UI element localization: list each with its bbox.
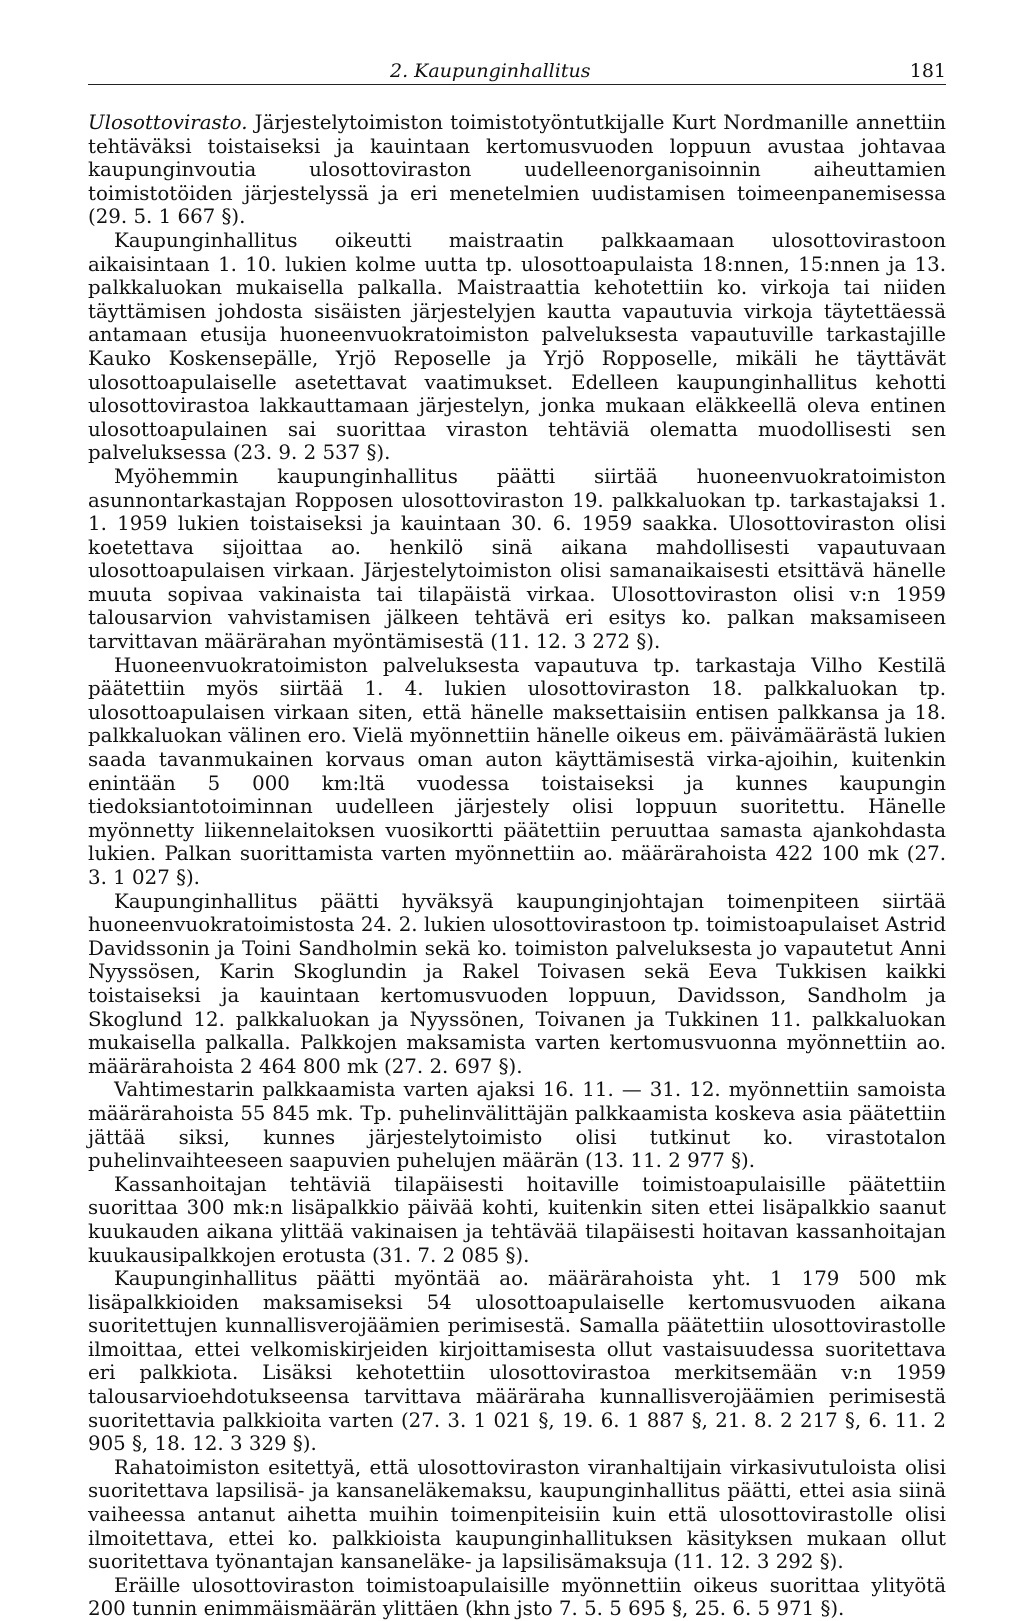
running-header: [88, 58, 946, 85]
paragraph: Kassanhoitajan tehtäviä tilapäisesti hoitaville toimistoapulaisille päätettiin suorittaa 300 mk:n lisäpalkkio päivää kohti, kuitenkin siten ettei lisäpalkkio saanut kuukauden aikana ylittää vakinaisen ja tehtävää tilapäisesti hoitavan kassanhoitajan kuukausipalkkojen erotusta (31. 7. 2 085 §).: [88, 1172, 946, 1267]
paragraph: Myöhemmin kaupunginhallitus päätti siirtää huoneenvuokratoimiston asunnontarkastajan Ropposen ulosottoviraston 19. palkkaluokan tp. tarkastajaksi 1. 1. 1959 lukien toistaiseksi ja kauintaan 30. 6. 1959 saakka. Ulosottoviraston olisi koetettava sijoittaa ao. henkilö sinä aikana mahdollisesti vapautuvaan ulosottoapulaisen virkaan. Järjestelytoimiston olisi samanaikaisesti etsittävä hänelle muuta sopivaa vakinaista tai tilapäistä virkaa. Ulosottoviraston olisi v:n 1959 talousarvion vahvistamisen jälkeen tehtävä eri esitys ko. palkan maksamiseen tarvittavan määrärahan myöntämisestä (11. 12. 3 272 §).: [88, 464, 946, 654]
paragraph: Rahatoimiston esitettyä, että ulosottoviraston viranhaltijain virkasivutuloista olisi suoritettava lapsilisä- ja kansaneläkemaksu, kaupunginhallitus päätti, ettei asia siinä vaiheessa antanut aihetta muihin toimenpiteisiin kuin että ulosottovirastolle olisi ilmoitettava, ettei ko. palkkioista kaupunginhallituksen käsityksen mukaan ollut suoritettava työnantajan kansaneläke- ja lapsilisämaksuja (11. 12. 3 292 §).: [88, 1455, 946, 1574]
page-number: 181: [909, 60, 946, 82]
paragraph: Kaupunginhallitus oikeutti maistraatin palkkaamaan ulosottovirastoon aikaisintaan 1. 10. lukien kolme uutta tp. ulosottoapulaista 18:nnen, 15:nnen ja 13. palkkaluokan mukaisella palkalla. Maistraattia kehotettiin ko. virkoja tai niiden täyttämisen johdosta sisäisten järjestelyjen kautta vapautuvia virkoja täytettäessä antamaan etusija huoneenvuokratoimiston palveluksesta vapautuville tarkastajille Kauko Koskensepälle, Yrjö Reposelle ja Yrjö Ropposelle, mikäli he täyttävät ulosottoapulaiselle asetettavat vaatimukset. Edelleen kaupunginhallitus kehotti ulosottovirastoa lakkauttamaan järjestelyn, jonka mukaan eläkkeellä oleva entinen ulosottoapulainen sai suorittaa viraston tehtäviä olematta muodollisesti sen palveluksessa (23. 9. 2 537 §).: [88, 228, 946, 465]
paragraph: Kaupunginhallitus päätti hyväksyä kaupunginjohtajan toimenpiteen siirtää huoneenvuokratoimistosta 24. 2. lukien ulosottovirastoon tp. toimistoapulaiset Astrid Davidssonin ja Toini Sandholmin sekä ko. toimiston palveluksesta jo vapautetut Anni Nyyssösen, Karin Skoglundin ja Rakel Toivasen sekä Eeva Tukkisen kaikki toistaiseksi ja kauintaan kertomusvuoden loppuun, Davidsson, Sandholm ja Skoglund 12. palkkaluokan ja Nyyssönen, Toivanen ja Tukkinen 11. palkkaluokan mukaisella palkalla. Palkkojen maksamista varten kertomusvuonna myönnettiin ao. määrärahoista 2 464 800 mk (27. 2. 697 §).: [88, 889, 946, 1078]
paragraph: Huoneenvuokratoimiston palveluksesta vapautuva tp. tarkastaja Vilho Kestilä päätettiin myös siirtää 1. 4. lukien ulosottoviraston 18. palkkaluokan tp. ulosottoapulaisen virkaan siten, että hänelle maksettaisiin entisen palkkansa ja 18. palkkaluokan välinen ero. Vielä myönnettiin hänelle oikeus em. päivämäärästä lukien saada tavanmukainen korvaus oman auton käyttämisestä virka-ajoihin, kuitenkin enintään 5 000 km:ltä vuodessa toistaiseksi ja kunnes kaupungin tiedoksiantotoiminnan uudelleen järjestely olisi loppuun suoritettu. Hänelle myönnetty liikennelaitoksen vuosikortti päätettiin peruuttaa samasta ajankohdasta lukien. Palkan suorittamista varten myönnettiin ao. määrärahoista 422 100 mk (27. 3. 1 027 §).: [88, 653, 946, 889]
paragraph: Vahtimestarin palkkaamista varten ajaksi 16. 11. — 31. 12. myönnettiin samoista määrärahoista 55 845 mk. Tp. puhelinvälittäjän palkkaamista koskeva asia päätettiin jättää siksi, kunnes järjestelytoimisto olisi tutkinut ko. virastotalon puhelinvaihteeseen saapuvien puhelujen määrän (13. 11. 2 977 §).: [88, 1078, 946, 1173]
section-lead: Ulosottovirasto.: [88, 111, 248, 134]
running-title: 2. Kaupunginhallitus: [390, 60, 591, 82]
paragraph: Eräille ulosottoviraston toimistoapulaisille myönnettiin oikeus suorittaa ylityötä 200 tunnin enimmäismäärän ylittäen (khn jsto 7. 5. 5 695 §, 25. 6. 5 971 §).: [88, 1573, 946, 1621]
document-page: [88, 58, 946, 1621]
paragraph: [88, 111, 946, 229]
paragraph-text: Järjestelytoimiston toimistotyöntutkijalle Kurt Nordmanille annettiin tehtäväksi toistaiseksi ja kauintaan kertomusvuoden loppuun avustaa johtavaa kaupunginvoutia ulosottoviraston uudelleenorganisoinnin aiheuttamien toimistotöiden järjestelyssä ja eri menetelmien uudistamisen toimeenpanemisessa (29. 5. 1 667 §).: [88, 111, 946, 229]
paragraph: Kaupunginhallitus päätti myöntää ao. määrärahoista yht. 1 179 500 mk lisäpalkkioiden maksamiseksi 54 ulosottoapulaiselle kertomusvuoden aikana suoritettujen kunnallisverojäämien perimisestä. Samalla päätettiin ulosottovirastolle ilmoittaa, ettei velkomiskirjeiden kirjoittamisesta ollut vastaisuudessa suoritettava eri palkkiota. Lisäksi kehotettiin ulosottovirastoa merkitsemään v:n 1959 talousarvioehdotukseensa tarvittava määräraha kunnallisverojäämien perimisestä suoritettavia palkkioita varten (27. 3. 1 021 §, 19. 6. 1 887 §, 21. 8. 2 217 §, 6. 11. 2 905 §, 18. 12. 3 329 §).: [88, 1267, 946, 1456]
body-text: [88, 111, 946, 1621]
